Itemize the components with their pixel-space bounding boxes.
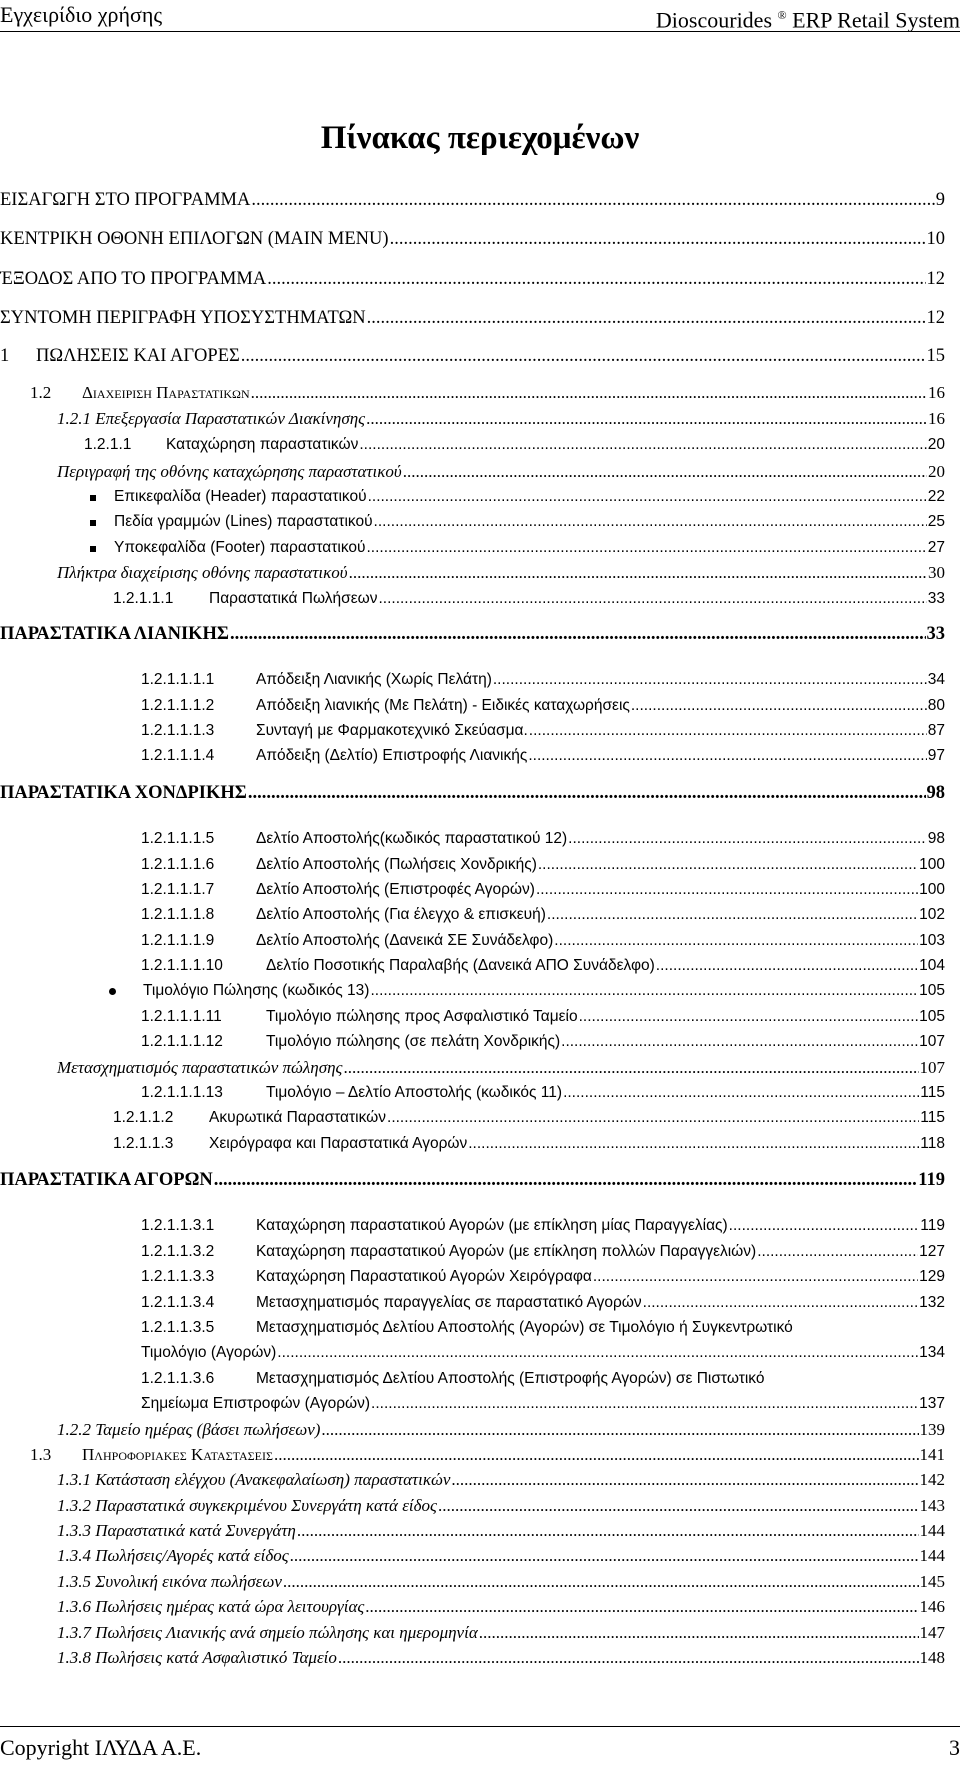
toc-entry-page: 107	[919, 1058, 945, 1077]
toc-entry[interactable]	[0, 623, 945, 647]
toc-entry[interactable]	[0, 268, 945, 292]
dot-leader	[479, 1622, 919, 1644]
toc-entry-first-line[interactable]	[141, 1368, 764, 1390]
dot-leader	[563, 1082, 919, 1104]
toc-entry-page: 132	[919, 1294, 945, 1311]
toc-entry[interactable]	[0, 1596, 945, 1620]
toc-entry-title: Χειρόγραφα και Παραστατικά Αγορών	[209, 1135, 468, 1152]
dot-leader	[230, 623, 925, 645]
toc-entry[interactable]	[0, 461, 945, 485]
toc-entry-number: 1.2.1.1.1.5	[141, 830, 215, 847]
toc-entry-page: 87	[927, 722, 945, 739]
dot-leader	[367, 537, 927, 559]
dot-leader	[274, 1444, 919, 1466]
toc-entry-number: 1.2.1.1.1.6	[141, 856, 215, 873]
toc-title: Πίνακας περιεχομένων	[320, 120, 640, 156]
toc-entry-page: 118	[920, 1135, 945, 1152]
toc-entry-page: 16	[928, 383, 945, 402]
toc-entry-page: 119	[920, 1217, 945, 1234]
header-product-name	[656, 0, 960, 35]
toc-entry-first-line[interactable]	[141, 1317, 793, 1339]
toc-entry[interactable]	[0, 1057, 945, 1081]
toc-entry-page: 119	[918, 1170, 945, 1190]
dot-leader	[536, 879, 918, 901]
toc-entry-page: 148	[919, 1648, 945, 1667]
dot-leader	[387, 1107, 919, 1129]
toc-entry-page: 141	[919, 1445, 945, 1464]
dot-leader	[538, 854, 918, 876]
toc-entry[interactable]	[0, 695, 945, 719]
toc-entry-number: 1.2.1.1.3	[113, 1135, 174, 1152]
toc-entry[interactable]	[0, 1495, 945, 1519]
square-bullet-icon	[90, 495, 96, 501]
toc-entry[interactable]	[0, 511, 945, 535]
header-product: ERP Retail System	[792, 7, 960, 33]
toc-entry-page: 105	[919, 982, 945, 999]
dot-leader	[251, 382, 927, 404]
dot-leader	[378, 588, 926, 610]
toc-entry-number: 1.2.1.1.1.12	[141, 1033, 223, 1050]
dot-leader	[359, 434, 926, 456]
toc-entry-title: ΣΥΝΤΟΜΗ ΠΕΡΙΓΡΑΦΗ ΥΠΟΣΥΣΤΗΜΑΤΩΝ	[0, 308, 366, 328]
toc-entry-page: 147	[919, 1623, 945, 1642]
page-number: 3	[949, 1735, 960, 1760]
toc-entry[interactable]	[0, 1444, 945, 1468]
toc-entry[interactable]	[0, 904, 945, 928]
toc-entry-number: 1.2	[30, 383, 52, 402]
toc-entry[interactable]	[0, 1006, 945, 1030]
toc-entry-title: ΈΞΟΔΟΣ ΑΠΟ ΤΟ ΠΡΟΓΡΑΜΜΑ	[0, 269, 267, 289]
toc-entry-title: Περιγραφή της οθόνης καταχώρησης παραστατικού	[57, 462, 402, 481]
toc-entry-title: ΠΩΛΗΣΕΙΣ ΚΑΙ ΑΓΟΡΕΣ	[36, 346, 240, 366]
toc-entry-title: Καταχώρηση παραστατικών	[166, 436, 359, 453]
toc-entry[interactable]	[0, 1292, 945, 1316]
toc-entry-title: Απόδειξη Λιανικής (Χωρίς Πελάτη)	[256, 671, 492, 688]
toc-entry-page: 98	[926, 783, 945, 803]
toc-entry[interactable]	[0, 1419, 945, 1443]
toc-entry[interactable]	[0, 1571, 945, 1595]
toc-entry-page: 20	[927, 436, 945, 453]
toc-entry-number: 1.2.1.1.1	[113, 590, 174, 607]
dot-leader	[561, 1031, 918, 1053]
dot-leader	[528, 745, 926, 767]
toc-entry-page: 145	[919, 1572, 945, 1591]
toc-entry-page: 143	[919, 1496, 945, 1515]
toc-entry-page: 144	[919, 1521, 945, 1540]
toc-entry-page: 20	[928, 462, 945, 481]
dot-leader	[374, 511, 927, 533]
toc-entry-title: Ακυρωτικά Παραστατικών	[209, 1109, 387, 1126]
toc-entry-page: 34	[927, 671, 945, 688]
dot-leader	[438, 1495, 919, 1517]
toc-entry-title: Μετασχηματισμός παραγγελίας σε παραστατικό Αγορών	[256, 1294, 642, 1311]
toc-entry[interactable]	[0, 486, 945, 510]
toc-entry-page: 25	[927, 513, 945, 530]
toc-entry-title: 1.3.6 Πωλήσεις ημέρας κατά ώρα λειτουργίας	[57, 1597, 365, 1616]
dot-leader	[403, 461, 927, 483]
toc-entry-title: ΕΙΣΑΓΩΓΗ ΣΤΟ ΠΡΟΓΡΑΜΜΑ	[0, 190, 251, 210]
toc-entry[interactable]	[0, 345, 945, 369]
toc-entry-title: Επικεφαλίδα (Header) παραστατικού	[114, 488, 367, 505]
toc-entry-title: Μετασχηματισμός Δελτίου Αποστολής (Επιστροφής Αγορών) σε Πιστωτικό	[256, 1370, 765, 1387]
toc-entry-number: 1.2.1.1.1.7	[141, 881, 215, 898]
dot-leader	[554, 930, 918, 952]
toc-entry[interactable]	[0, 1169, 945, 1193]
toc-entry-title: 1.3.5 Συνολική εικόνα πωλήσεων	[57, 1572, 282, 1591]
toc-entry-page: 102	[919, 906, 945, 923]
dot-leader	[568, 828, 927, 850]
toc-entry-title: Μετασχηματισμός παραστατικών πώλησης	[57, 1058, 343, 1077]
dot-leader	[593, 1266, 918, 1288]
toc-entry-page: 33	[926, 624, 945, 644]
toc-entry[interactable]	[0, 382, 945, 406]
toc-entry-title: 1.3.2 Παραστατικά συγκεκριμένου Συνεργάτη κατά είδος	[57, 1496, 437, 1515]
toc-entry-title: Καταχώρηση παραστατικού Αγορών (με επίκληση μίας Παραγγελίας)	[256, 1217, 728, 1234]
dot-leader	[283, 1571, 919, 1593]
toc-entry-number: 1.2.1.1.3.5	[141, 1319, 215, 1336]
toc-entry-title: Μετασχηματισμός Δελτίου Αποστολής (Αγορών) σε Τιμολόγιο ή Συγκεντρωτικό	[256, 1319, 793, 1336]
dot-leader	[297, 1520, 919, 1542]
dot-leader	[468, 1133, 919, 1155]
toc-entry[interactable]	[0, 1215, 945, 1239]
toc-entry[interactable]	[0, 980, 945, 1004]
toc-entry[interactable]	[0, 434, 945, 458]
toc-entry[interactable]	[0, 1647, 945, 1671]
toc-entry-number: 1	[0, 346, 10, 366]
toc-entry[interactable]	[0, 1241, 945, 1265]
footer-copyright: Copyright ΙΛΥΔΑ Α.Ε.	[0, 1735, 202, 1760]
toc-entry-page: 127	[919, 1243, 945, 1260]
toc-entry-number: 1.2.1.1.1.4	[141, 747, 215, 764]
dot-leader	[368, 486, 927, 508]
toc-entry-title: Τιμολόγιο Πώλησης (κωδικός 13)	[143, 982, 370, 999]
toc-entry-title: Απόδειξη (Δελτίο) Επιστροφής Λιανικής	[256, 747, 528, 764]
toc-entry-title: Δελτίο Αποστολής (Για έλεγχο & επισκευή)	[256, 906, 546, 923]
dot-leader	[349, 562, 927, 584]
toc-entry-title: Τιμολόγιο πώλησης προς Ασφαλιστικό Ταμείο	[266, 1008, 578, 1025]
dot-leader	[656, 955, 918, 977]
toc-entry-page: 80	[927, 697, 945, 714]
square-bullet-icon	[90, 546, 96, 552]
toc-entry[interactable]	[0, 1469, 945, 1493]
page-header	[0, 0, 960, 32]
toc-entry-title: 1.3.4 Πωλήσεις/Αγορές κατά είδος	[57, 1546, 289, 1565]
dot-leader	[338, 1647, 919, 1669]
toc-entry[interactable]	[0, 1133, 945, 1157]
toc-entry[interactable]	[0, 669, 945, 693]
toc-entry-title: Δελτίο Ποσοτικής Παραλαβής (Δανεικά ΑΠΟ Συνάδελφο)	[266, 957, 655, 974]
toc-entry-page: 9	[935, 190, 945, 210]
toc-entry-title: Σημείωμα Επιστροφών (Αγορών)	[141, 1395, 371, 1412]
toc-entry[interactable]	[0, 879, 945, 903]
toc-entry-page: 97	[927, 747, 945, 764]
toc-entry-page: 15	[926, 346, 945, 366]
toc-entry-page: 146	[919, 1597, 945, 1616]
toc-entry[interactable]	[0, 307, 945, 331]
toc-entry-title: 1.2.1 Επεξεργασία Παραστατικών Διακίνησης	[57, 409, 366, 428]
toc-entry-page: 142	[919, 1470, 945, 1489]
toc-entry-page: 27	[927, 539, 945, 556]
toc-entry-page: 137	[919, 1395, 945, 1412]
toc-entry-title: Πεδία γραμμών (Lines) παραστατικού	[114, 513, 373, 530]
toc-entry-title: Δελτίο Αποστολής (Πωλήσεις Χονδρικής)	[256, 856, 537, 873]
toc-entry-number: 1.2.1.1.2	[113, 1109, 174, 1126]
header-manual-title: Εγχειρίδιο χρήσης	[0, 2, 163, 27]
dot-leader	[451, 1469, 918, 1491]
toc-entry-page: 16	[928, 409, 945, 428]
toc-entry[interactable]	[0, 955, 945, 979]
toc-entry-number: 1.2.1.1.1.1	[141, 671, 215, 688]
dot-leader	[366, 408, 927, 430]
toc-entry-page: 139	[919, 1420, 945, 1439]
toc-entry-page: 12	[926, 308, 945, 328]
toc-entry[interactable]	[0, 1622, 945, 1646]
toc-entry-title: Δελτίο Αποστολής (Επιστροφές Αγορών)	[256, 881, 535, 898]
toc-entry-page: 98	[927, 830, 945, 847]
toc-entry-page: 144	[919, 1546, 945, 1565]
toc-entry-number: 1.2.1.1.3.4	[141, 1294, 215, 1311]
toc-entry[interactable]	[0, 782, 945, 806]
toc-entry-title: Πλήκτρα διαχείρισης οθόνης παραστατικού	[57, 563, 348, 582]
toc-entry-title: ΠΑΡΑΣΤΑΤΙΚΑ ΑΓΟΡΩΝ	[0, 1170, 213, 1190]
toc-entry-title: Παραστατικά Πωλήσεων	[209, 590, 378, 607]
dot-leader	[321, 1419, 918, 1441]
toc-entry-title: Συνταγή με Φαρμακοτεχνικό Σκεύασμα.	[256, 722, 528, 739]
dot-leader	[547, 904, 918, 926]
toc-entry-title: Τιμολόγιο – Δελτίο Αποστολής (κωδικός 11)	[266, 1084, 563, 1101]
dot-leader	[248, 782, 926, 804]
round-bullet-icon	[109, 988, 116, 995]
toc-entry[interactable]	[0, 1031, 945, 1055]
toc-entry-page: 30	[928, 563, 945, 582]
toc-entry-number: 1.2.1.1.1.13	[141, 1084, 223, 1101]
dot-leader	[365, 1596, 918, 1618]
toc-entry-title: Τιμολόγιο (Αγορών)	[141, 1344, 277, 1361]
toc-entry[interactable]	[0, 1082, 945, 1106]
toc-entry[interactable]	[0, 930, 945, 954]
toc-entry-page: 33	[927, 590, 945, 607]
dot-leader	[277, 1342, 918, 1364]
dot-leader	[290, 1545, 919, 1567]
toc-entry-page: 115	[920, 1084, 945, 1101]
dot-leader	[251, 189, 934, 211]
toc-entry-page: 10	[926, 229, 945, 249]
toc-entry[interactable]	[0, 408, 945, 432]
toc-entry-number: 1.2.1.1.3.3	[141, 1268, 215, 1285]
dot-leader	[643, 1292, 918, 1314]
toc-entry-title: Δελτίο Αποστολής (Δανεικά ΣΕ Συνάδελφο)	[256, 932, 554, 949]
toc-entry-number: 1.2.1.1.1.8	[141, 906, 215, 923]
toc-entry-title: Υποκεφαλίδα (Footer) παραστατικού	[114, 539, 366, 556]
toc-entry-page: 100	[919, 856, 945, 873]
toc-entry[interactable]	[0, 854, 945, 878]
toc-entry-title: 1.3.3 Παραστατικά κατά Συνεργάτη	[57, 1521, 296, 1540]
toc-entry-title: ΠΑΡΑΣΤΑΤΙΚΑ ΧΟΝΔΡΙΚΗΣ	[0, 783, 247, 803]
toc-entry[interactable]	[0, 1342, 945, 1366]
toc-entry[interactable]	[0, 588, 945, 612]
toc-entry-number: 1.2.1.1	[84, 436, 132, 453]
toc-entry-title: 1.2.2 Ταμείο ημέρας (βάσει πωλήσεων)	[57, 1420, 321, 1439]
toc-entry-page: 134	[919, 1344, 945, 1361]
toc-entry-title: Καταχώρηση Παραστατικού Αγορών Χειρόγραφα	[256, 1268, 592, 1285]
square-bullet-icon	[90, 520, 96, 526]
page-footer	[0, 1726, 960, 1766]
dot-leader	[343, 1057, 918, 1079]
toc-entry[interactable]	[0, 1107, 945, 1131]
toc-entry[interactable]	[0, 1393, 945, 1417]
toc-entry-title: ΠΑΡΑΣΤΑΤΙΚΑ ΛΙΑΝΙΚΗΣ	[0, 624, 230, 644]
toc-entry-page: 100	[919, 881, 945, 898]
toc-entry-number: 1.2.1.1.1.11	[141, 1008, 222, 1025]
dot-leader	[241, 345, 926, 367]
dot-leader	[214, 1169, 918, 1191]
toc-entry[interactable]	[0, 189, 945, 213]
dot-leader	[371, 1393, 918, 1415]
toc-entry-title: ΚΕΝΤΡΙΚΗ ΟΘΟΝΗ ΕΠΙΛΟΓΩΝ (MAIN MENU)	[0, 229, 389, 249]
toc-entry[interactable]	[0, 1520, 945, 1544]
toc-entry-page: 105	[919, 1008, 945, 1025]
toc-entry-title: Πληροφοριακες Καταστασεις	[82, 1445, 273, 1464]
dot-leader	[529, 720, 927, 742]
toc-entry-page: 107	[919, 1033, 945, 1050]
toc-entry-title: 1.3.8 Πωλήσεις κατά Ασφαλιστικό Ταμείο	[57, 1648, 337, 1667]
toc-entry-number: 1.2.1.1.1.3	[141, 722, 215, 739]
toc-entry-number: 1.2.1.1.1.10	[141, 957, 223, 974]
dot-leader	[757, 1241, 918, 1263]
toc-entry[interactable]	[0, 745, 945, 769]
toc-entry-number: 1.2.1.1.1.9	[141, 932, 215, 949]
toc-entry[interactable]	[0, 562, 945, 586]
toc-entry-title: Απόδειξη λιανικής (Με Πελάτη) - Ειδικές καταχωρήσεις	[256, 697, 630, 714]
toc-entry[interactable]	[0, 228, 945, 252]
toc-entry-page: 104	[919, 957, 945, 974]
registered-mark: ®	[777, 8, 787, 22]
dot-leader	[370, 980, 918, 1002]
dot-leader	[631, 695, 927, 717]
toc-entry-number: 1.2.1.1.3.2	[141, 1243, 215, 1260]
toc-entry-page: 22	[927, 488, 945, 505]
toc-entry[interactable]	[0, 828, 945, 852]
toc-entry-number: 1.3	[30, 1445, 52, 1464]
toc-entry-number: 1.2.1.1.1.2	[141, 697, 215, 714]
toc-entry-number: 1.2.1.1.3.1	[141, 1217, 215, 1234]
toc-entry-title: Τιμολόγιο πώλησης (σε πελάτη Χονδρικής)	[266, 1033, 561, 1050]
toc-entry-page: 12	[926, 269, 945, 289]
dot-leader	[579, 1006, 919, 1028]
toc-entry[interactable]	[0, 720, 945, 744]
toc-entry-number: 1.2.1.1.3.6	[141, 1370, 215, 1387]
dot-leader	[729, 1215, 920, 1237]
dot-leader	[493, 669, 927, 691]
dot-leader	[367, 307, 926, 329]
toc-entry-page: 103	[919, 932, 945, 949]
toc-entry-title: Καταχώρηση παραστατικού Αγορών (με επίκληση πολλών Παραγγελιών)	[256, 1243, 757, 1260]
toc-entry-title: Διαχειριση Παραστατικων	[82, 383, 250, 402]
header-brand: Dioscourides	[655, 7, 773, 33]
dot-leader	[267, 268, 925, 290]
toc-entry-title: 1.3.1 Κατάσταση ελέγχου (Ανακεφαλαίωση) παραστατικών	[57, 1470, 451, 1489]
toc-entry-page: 115	[920, 1109, 945, 1126]
toc-entry-title: 1.3.7 Πωλήσεις Λιανικής ανά σημείο πώλησης και ημερομηνία	[57, 1623, 478, 1642]
dot-leader	[390, 228, 926, 250]
toc-entry[interactable]	[0, 1266, 945, 1290]
toc-entry[interactable]	[0, 1545, 945, 1569]
toc-entry[interactable]	[0, 537, 945, 561]
toc-entry-title: Δελτίο Αποστολής(κωδικός παραστατικού 12)	[256, 830, 568, 847]
toc-entry-page: 129	[919, 1268, 945, 1285]
